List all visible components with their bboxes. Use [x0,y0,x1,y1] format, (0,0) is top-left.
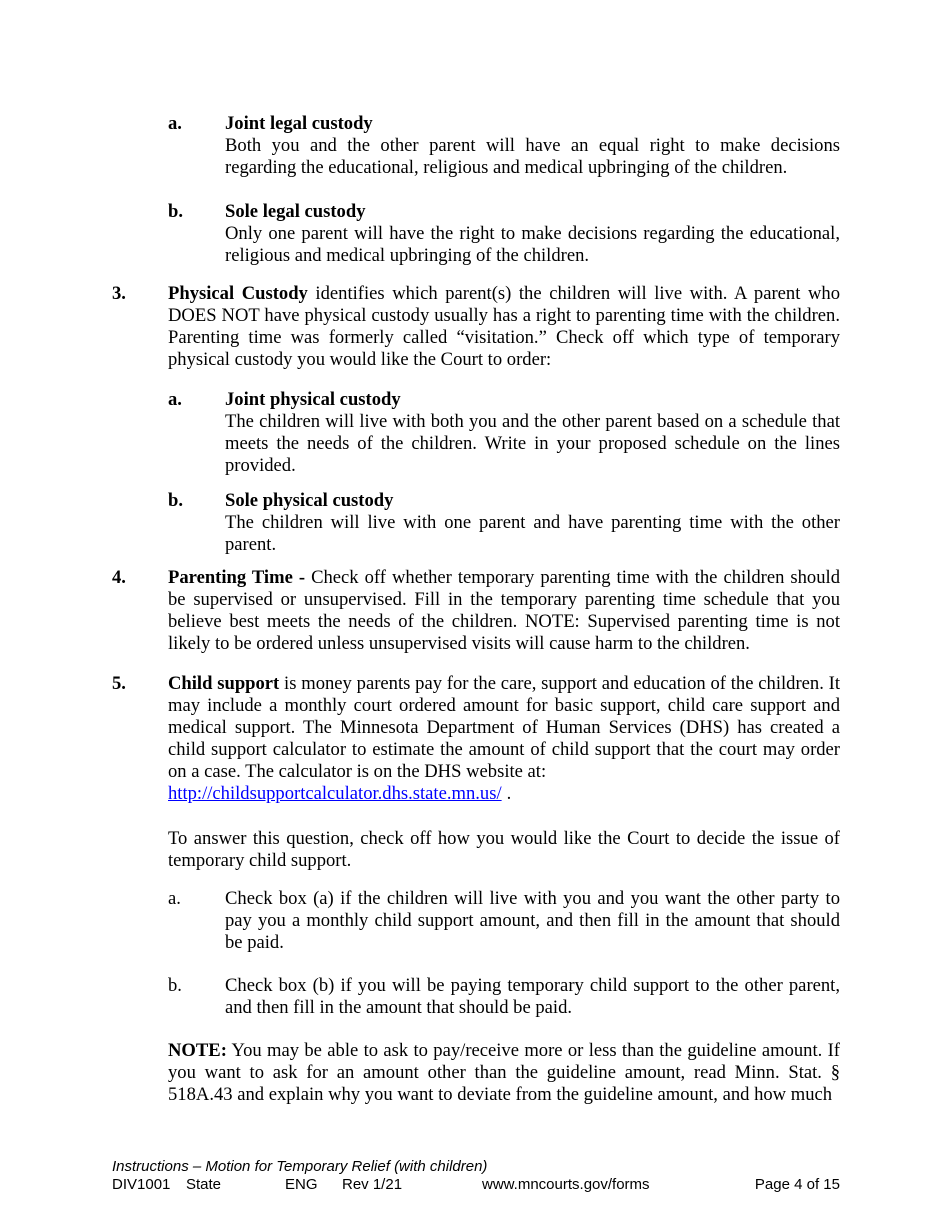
note-rest: You may be able to ask to pay/receive more or less than the guideline amount. If you want to ask for an amount other than the guideline amount, read Minn. Stat. § 518A.43 and explain why you want to deviate from the guideline amount, and how much [168,1040,840,1105]
list-item-physical-custody [112,283,840,371]
list-item-sole-legal-custody [168,201,840,267]
item-body [225,975,840,1019]
item-letter: a. [168,389,182,410]
paragraph-text: To answer this question, check off how you would like the Court to decide the issue of temporary child support. [168,828,840,871]
note-lead: NOTE: [168,1040,227,1061]
item-body [168,567,840,655]
note-text [168,1040,840,1106]
note-paragraph [168,1040,840,1106]
item-lead: Child support [168,673,280,694]
item-rest: is money parents pay for the care, support and education of the children. It may include a monthly court ordered amount for basic support, child care support and medical support. The Minnesota Department of Human Services (DHS) has created a child support calculator to estimate the amount of child support that the court may order on a case. The calculator is on the DHS website at: [168,673,840,782]
page-footer [0,1158,950,1194]
link-suffix-period: . [506,783,512,804]
list-item-check-box-a [168,888,840,954]
child-support-calculator-link[interactable]: http://childsupportcalculator.dhs.state.mn.us/ [168,783,502,804]
footer-jurisdiction: State [186,1176,222,1193]
item-rest: identifies which parent(s) the children will live with. A parent who DOES NOT have physical custody usually has a right to parenting time with the children. Parenting time was formerly called “visitation.” Check off which type of temporary physical custody you would like the Court to order: [168,283,840,370]
item-body [168,673,840,805]
item-letter: b. [168,201,183,222]
item-number: 3. [112,283,126,304]
footer-revision: Rev 1/21 [342,1176,403,1193]
item-lead: Parenting Time - [168,567,306,588]
item-heading: Sole legal custody [225,201,366,222]
list-item-joint-physical-custody [168,389,840,477]
footer-form-id: DIV1001 [112,1176,171,1193]
footer-language: ENG [285,1176,318,1193]
item-heading: Joint physical custody [225,389,401,410]
item-letter: a. [168,888,181,909]
item-body [168,283,840,371]
item-body [225,389,840,477]
item-body [225,113,840,179]
footer-form-title: Instructions – Motion for Temporary Relief (with children) [112,1158,488,1175]
footer-page-number: Page 4 of 15 [754,1176,840,1193]
footer-website: www.mncourts.gov/forms [482,1176,650,1193]
item-letter: b. [168,975,182,996]
item-letter: a. [168,113,182,134]
list-item-sole-physical-custody [168,490,840,556]
item-heading: Sole physical custody [225,490,394,511]
footer-meta-row [0,1176,950,1194]
list-item-joint-legal-custody [168,113,840,179]
list-item-check-box-b [168,975,840,1019]
item-text: Check box (a) if the children will live with you and you want the other party to pay you a monthly child support amount, and then fill in the amount that should be paid. [225,888,840,953]
list-item-child-support [112,673,840,805]
item-number: 5. [112,673,126,694]
item-rest: Check off whether temporary parenting time with the children should be supervised or unsupervised. Fill in the temporary parenting time schedule that you believe best meets the needs of the children. NOTE: Supervised parenting time is not likely to be ordered unless unsupervised visits will cause harm to the children. [168,567,840,654]
item-text: Both you and the other parent will have an equal right to make decisions regarding the educational, religious and medical upbringing of the children. [225,135,840,178]
item-text: Check box (b) if you will be paying temporary child support to the other parent, and then fill in the amount that should be paid. [225,975,840,1018]
item-body [225,888,840,954]
paragraph-answer-question [168,828,840,872]
list-item-parenting-time [112,567,840,655]
item-heading: Joint legal custody [225,113,373,134]
item-text [168,673,840,805]
item-body [225,201,840,267]
item-number: 4. [112,567,126,588]
item-text: Only one parent will have the right to make decisions regarding the educational, religious and medical upbringing of the children. [225,223,840,266]
item-text: The children will live with both you and the other parent based on a schedule that meets the needs of the children. Write in your proposed schedule on the lines provided. [225,411,840,476]
item-text: The children will live with one parent and have parenting time with the other parent. [225,512,840,555]
item-body [225,490,840,556]
item-letter: b. [168,490,183,511]
item-text [168,283,840,371]
item-text [168,567,840,655]
item-lead: Physical Custody [168,283,308,304]
